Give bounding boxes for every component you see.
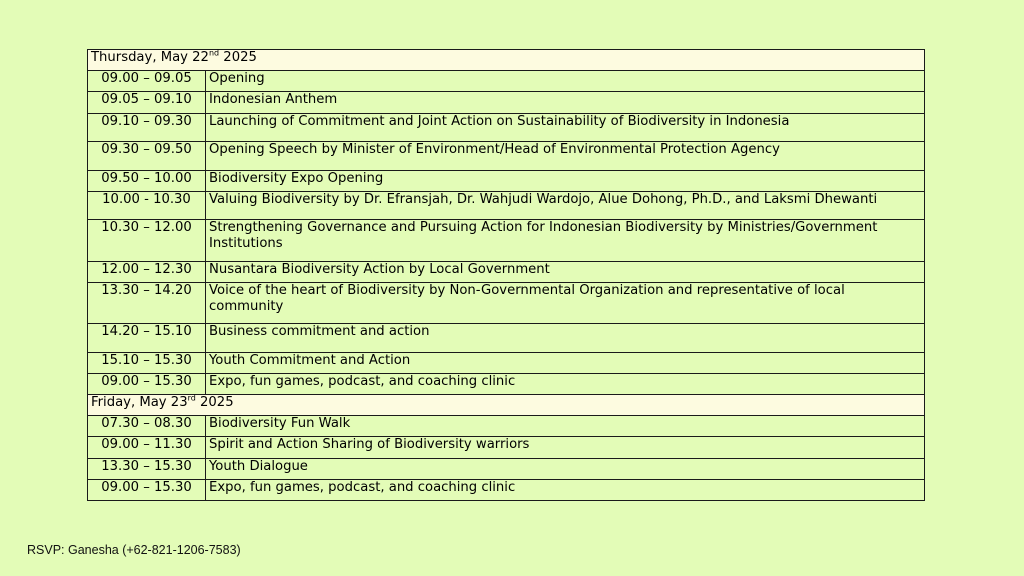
day-header: Friday, May 23rd 2025 bbox=[88, 395, 925, 416]
schedule-row bbox=[88, 220, 925, 261]
activity-cell: Voice of the heart of Biodiversity by Non-Governmental Organization and representative of local community bbox=[206, 282, 925, 323]
schedule-table bbox=[87, 49, 925, 501]
activity-cell: Spirit and Action Sharing of Biodiversity warriors bbox=[206, 437, 925, 458]
schedule-row bbox=[88, 191, 925, 220]
schedule-row bbox=[88, 479, 925, 500]
activity-cell: Biodiversity Expo Opening bbox=[206, 170, 925, 191]
activity-cell: Opening Speech by Minister of Environment/Head of Environmental Protection Agency bbox=[206, 142, 925, 171]
schedule-row bbox=[88, 71, 925, 92]
schedule-row bbox=[88, 113, 925, 142]
schedule-row bbox=[88, 170, 925, 191]
schedule-row bbox=[88, 416, 925, 437]
activity-cell: Strengthening Governance and Pursuing Action for Indonesian Biodiversity by Ministries/Government Institutions bbox=[206, 220, 925, 261]
rsvp-contact: RSVP: Ganesha (+62-821-1206-7583) bbox=[27, 543, 241, 557]
activity-cell: Youth Commitment and Action bbox=[206, 352, 925, 373]
activity-cell: Indonesian Anthem bbox=[206, 92, 925, 113]
activity-cell: Valuing Biodiversity by Dr. Efransjah, Dr. Wahjudi Wardojo, Alue Dohong, Ph.D., and Laksmi Dhewanti bbox=[206, 191, 925, 220]
time-cell: 07.30 – 08.30 bbox=[88, 416, 206, 437]
schedule-row bbox=[88, 282, 925, 323]
schedule-row bbox=[88, 373, 925, 394]
schedule-row bbox=[88, 261, 925, 282]
activity-cell: Expo, fun games, podcast, and coaching clinic bbox=[206, 479, 925, 500]
time-cell: 09.00 – 15.30 bbox=[88, 479, 206, 500]
activity-cell: Nusantara Biodiversity Action by Local Government bbox=[206, 261, 925, 282]
activity-cell: Biodiversity Fun Walk bbox=[206, 416, 925, 437]
time-cell: 12.00 – 12.30 bbox=[88, 261, 206, 282]
activity-cell: Launching of Commitment and Joint Action on Sustainability of Biodiversity in Indonesia bbox=[206, 113, 925, 142]
schedule-row bbox=[88, 92, 925, 113]
time-cell: 09.50 – 10.00 bbox=[88, 170, 206, 191]
time-cell: 09.00 – 11.30 bbox=[88, 437, 206, 458]
time-cell: 15.10 – 15.30 bbox=[88, 352, 206, 373]
time-cell: 10.00 - 10.30 bbox=[88, 191, 206, 220]
time-cell: 13.30 – 15.30 bbox=[88, 458, 206, 479]
time-cell: 14.20 – 15.10 bbox=[88, 324, 206, 353]
time-cell: 10.30 – 12.00 bbox=[88, 220, 206, 261]
day-header-row bbox=[88, 50, 925, 71]
schedule-row bbox=[88, 142, 925, 171]
time-cell: 09.00 – 15.30 bbox=[88, 373, 206, 394]
time-cell: 09.00 – 09.05 bbox=[88, 71, 206, 92]
schedule-row bbox=[88, 352, 925, 373]
time-cell: 09.10 – 09.30 bbox=[88, 113, 206, 142]
schedule-row bbox=[88, 324, 925, 353]
time-cell: 09.30 – 09.50 bbox=[88, 142, 206, 171]
activity-cell: Youth Dialogue bbox=[206, 458, 925, 479]
day-header-row bbox=[88, 395, 925, 416]
schedule-row bbox=[88, 458, 925, 479]
time-cell: 09.05 – 09.10 bbox=[88, 92, 206, 113]
schedule-row bbox=[88, 437, 925, 458]
activity-cell: Business commitment and action bbox=[206, 324, 925, 353]
day-header: Thursday, May 22nd 2025 bbox=[88, 50, 925, 71]
activity-cell: Expo, fun games, podcast, and coaching clinic bbox=[206, 373, 925, 394]
time-cell: 13.30 – 14.20 bbox=[88, 282, 206, 323]
activity-cell: Opening bbox=[206, 71, 925, 92]
